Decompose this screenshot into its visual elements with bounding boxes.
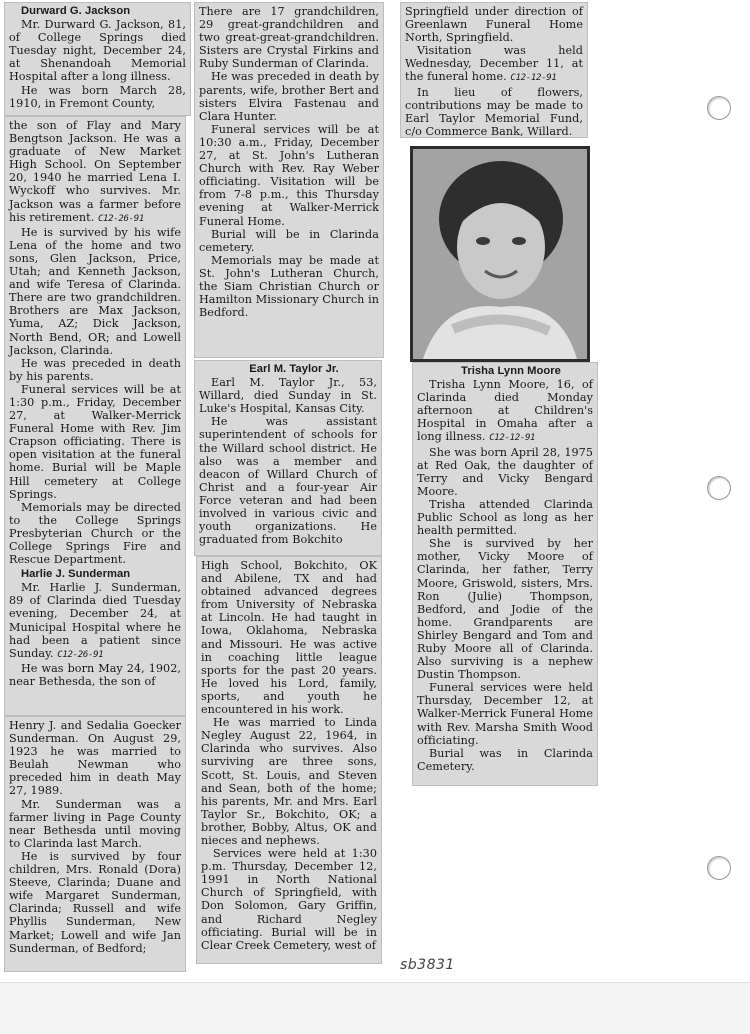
handwritten-date-note: C12-26-91 xyxy=(57,649,104,660)
obituary-paragraph: Funeral services were held Thursday, December 12, at Walker-Merrick Funeral Home with Rev. Marsha Smith Wood officiating. xyxy=(417,681,593,747)
obituary-earl-taylor-top xyxy=(194,360,382,556)
obituary-paragraph: He was assistant superintendent of schools for the Willard school district. He also was a member and deacon of Willard Church of Christ and a four-year Air Force veteran and had been involved in various civic and youth organizations. He graduated from Bokchito xyxy=(199,415,377,547)
binder-hole xyxy=(707,856,731,880)
obituary-paragraph: He was married to Linda Negley August 22, 1964, in Clarinda who survives. Also surviving are three sons, Scott, St. Louis, and Steven and Sean, both of the home; his parents, Mr. and Mrs. Earl Taylor Sr., Bokchito, OK; a brother, Bobby, Altus, OK and nieces and nephews. xyxy=(201,716,377,847)
obituary-heading: Earl M. Taylor Jr. xyxy=(249,363,339,375)
catalog-number: sb3831 xyxy=(400,957,455,973)
obituary-paragraph: He was born May 24, 1902, near Bethesda, the son of xyxy=(9,661,181,688)
obituary-paragraph: In lieu of flowers, contributions may be made to Earl Taylor Memorial Fund, c/o Commerce Bank, Willard. xyxy=(405,85,583,138)
obituary-harlie-sunderman-continued xyxy=(4,716,186,972)
obituary-heading: Durward G. Jackson xyxy=(21,5,131,17)
obituary-paragraph: Funeral services will be at 10:30 a.m., Friday, December 27, at St. John's Lutheran Church with Rev. Ray Weber officiating. Visitation will be from 7-8 p.m., this Thursday evening at Walker-Merrick Funeral Home. xyxy=(199,122,379,228)
obituary-paragraph: He is survived by four children, Mrs. Ronald (Dora) Steeve, Clarinda; Duane and wife Margaret Sunderman, Clarinda; Russell and wife Phyllis Sunderman, New Market; Lowell and wife Jan Sunderman, of Bedford; xyxy=(9,849,181,955)
obituary-paragraph: Visitation was held Wednesday, December 11, at the funeral home. C12-12-91 xyxy=(405,44,583,84)
obituary-paragraph: the son of Flay and Mary Bengtson Jackson. He was a graduate of New Market High School. On September 20, 1940 he married Lena I. Wyckoff who survives. Mr. Jackson was a farmer before his retirement. C12-26-91 xyxy=(9,119,181,224)
handwritten-date-note: C12-12-91 xyxy=(510,73,557,84)
obituary-harlie-sunderman-column-2 xyxy=(194,2,384,358)
obituary-paragraph: Mr. Harlie J. Sunderman, 89 of Clarinda died Tuesday evening, December 24, at Municipal Hospital where he had been a patient since Sunday. C12-26-91 xyxy=(9,581,181,660)
binder-hole xyxy=(707,96,731,120)
handwritten-date-note: C12-26-91 xyxy=(97,213,145,224)
obituary-paragraph: Earl M. Taylor Jr., 53, Willard, died Sunday in St. Luke's Hospital, Kansas City. xyxy=(199,376,377,416)
binder-hole xyxy=(707,476,731,500)
obituary-paragraph: She is survived by her mother, Vicky Moore of Clarinda, her father, Terry Moore, Griswold, sisters, Mrs. Ron (Julie) Thompson, Bedford, and Jodie of the home. Grandparents are Shirley Bengard and Tom and Ruby Moore all of Clarinda. Also surviving is a nephew Dustin Thompson. xyxy=(417,537,593,682)
obituary-paragraph: Trisha attended Clarinda Public School as long as her health permitted. xyxy=(417,497,593,538)
obituary-paragraph: He was born March 28, 1910, in Fremont County, xyxy=(9,83,186,110)
obituary-paragraph: Henry J. and Sedalia Goecker Sunderman. On August 29, 1923 he was married to Beulah Newman who preceded him in death May 27, 1989. xyxy=(9,719,181,798)
obituary-paragraph: High School, Bokchito, OK and Abilene, TX and had obtained advanced degrees from University of Nebraska at Lincoln. He had taught in Iowa, Oklahoma, Nebraska and Missouri. He was active in coaching little league sports for the past 20 years. He loved his Lord, family, sports, and youth he encountered in his work. xyxy=(201,559,377,717)
obituary-paragraph: He was preceded in death by parents, wife, brother Bert and sisters Elvira Fastenau and Clara Hunter. xyxy=(199,70,379,123)
scan-page-edge xyxy=(0,982,750,1034)
obituary-paragraph: Springfield under direction of Greenlawn Funeral Home North, Springfield. xyxy=(405,5,583,45)
obituary-heading: Harlie J. Sunderman xyxy=(21,568,131,581)
obituary-paragraph: Funeral services will be at 1:30 p.m., Friday, December 27, at Walker-Merrick Funeral Home with Rev. Jim Crapson officiating. There is open visitation at the funeral home. Burial will be Maple Hill cemetery at College Springs. xyxy=(9,382,181,501)
obituary-paragraph: Memorials may be directed to the College Springs Presbyterian Church or the College Springs Fire and Rescue Department. xyxy=(9,500,181,567)
obituary-durward-jackson-continued xyxy=(4,116,186,716)
portrait-illustration xyxy=(413,149,587,359)
obituary-paragraph: Mr. Sunderman was a farmer living in Page County near Bethesda until moving to Clarinda last March. xyxy=(9,797,181,850)
obituary-paragraph: Trisha Lynn Moore, 16, of Clarinda died Monday afternoon at Children's Hospital in Omaha after a long illness. C12-12-91 xyxy=(417,378,593,444)
obituary-paragraph: He is survived by his wife Lena of the home and two sons, Glen Jackson, Price, Utah; and Kenneth Jackson, and wife Teresa of Clarinda. There are two grandchildren. Brothers are Max Jackson, Yuma, AZ; Dick Jackson, North Bend, OR; and Lowell Jackson, Clarinda. xyxy=(9,225,181,357)
obituary-paragraph: He was preceded in death by his parents. xyxy=(9,356,181,383)
obituary-trisha-moore xyxy=(412,362,598,786)
obituary-earl-taylor-column-3 xyxy=(400,2,588,138)
obituary-paragraph: Mr. Durward G. Jackson, 81, of College Springs died Tuesday night, December 24, at Shenandoah Memorial Hospital after a long illness. xyxy=(9,18,186,84)
obituary-durward-jackson-top xyxy=(4,2,191,116)
handwritten-date-note: C12-12-91 xyxy=(489,433,536,444)
obituary-heading: Trisha Lynn Moore xyxy=(461,365,561,377)
obituary-photo-trisha-moore xyxy=(410,146,590,362)
obituary-paragraph: Burial was in Clarinda Cemetery. xyxy=(417,746,593,773)
obituary-paragraph: Memorials may be made at St. John's Lutheran Church, the Siam Christian Church or Hamilton Missionary Church in Bedford. xyxy=(199,253,379,320)
obituary-paragraph: She was born April 28, 1975 at Red Oak, the daughter of Terry and Vicky Bengard Moore. xyxy=(417,445,593,498)
portrait-photo xyxy=(413,149,587,359)
obituary-paragraph: Services were held at 1:30 p.m. Thursday, December 12, 1991 in North National Church of Springfield, with Don Solomon, Gary Griffin, and Richard Negley officiating. Burial will be in Clear Creek Cemetery, west of xyxy=(201,847,377,952)
obituary-earl-taylor-continued xyxy=(196,556,382,964)
obituary-paragraph: There are 17 grandchildren, 29 great-grandchildren and two great-great-grandchildren. Sisters are Crystal Firkins and Ruby Sunderman of Clarinda. xyxy=(199,5,379,71)
obituary-paragraph: Burial will be in Clarinda cemetery. xyxy=(199,227,379,254)
